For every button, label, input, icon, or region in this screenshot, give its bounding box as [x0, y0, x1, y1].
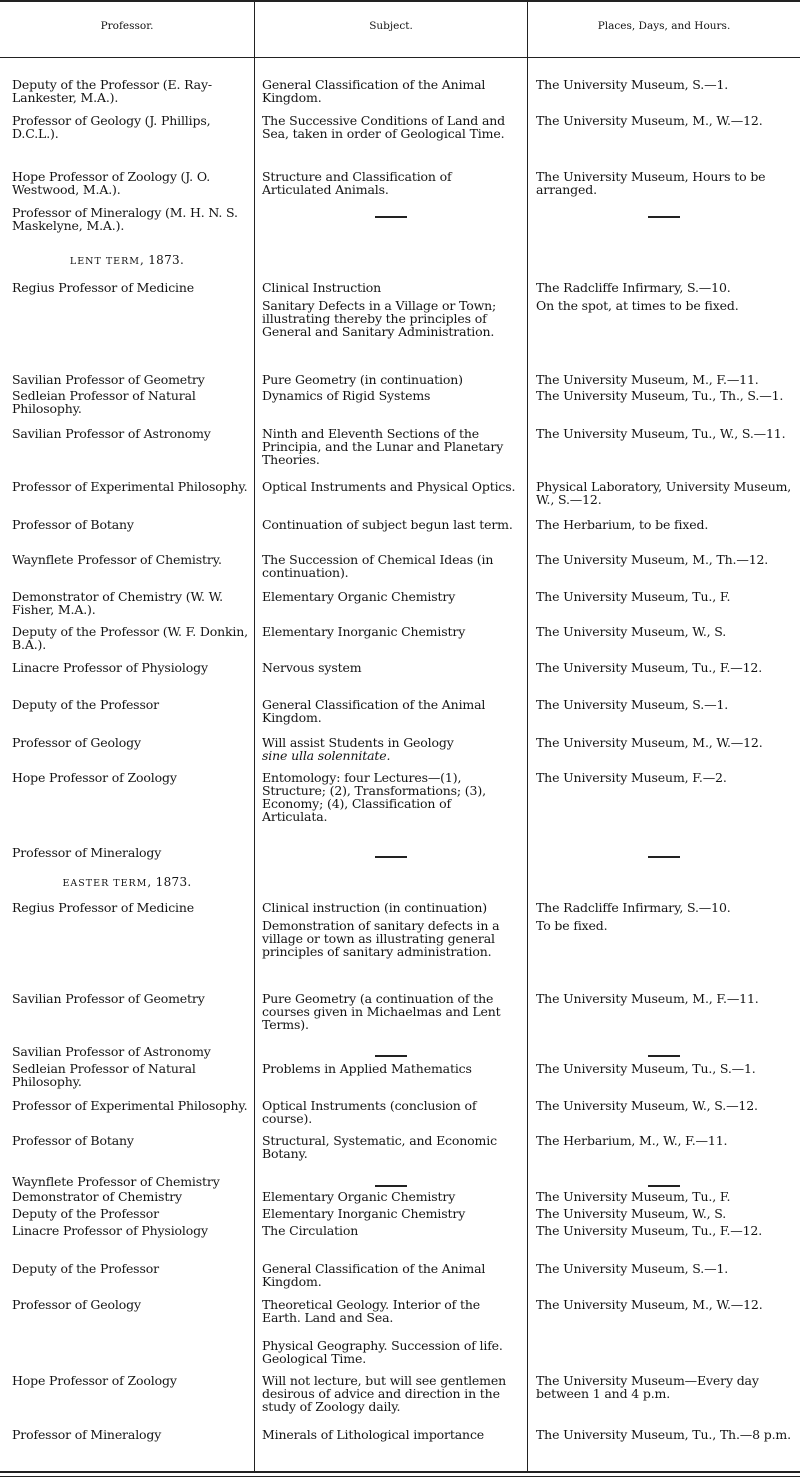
subject-cell — [262, 1190, 520, 1203]
subject-text: Problems in Applied Mathematics — [262, 1061, 472, 1076]
places-cell — [536, 1262, 792, 1275]
places-blank-dash — [648, 216, 680, 218]
subject-text: Will not lecture, but will see gentlemen desirous of advice and direction in the study of Zoology daily. — [262, 1373, 507, 1414]
places-text: The University Museum, Tu., W., S.—11. — [536, 426, 786, 441]
subject-text: The Circulation — [262, 1223, 359, 1238]
professor-cell — [12, 698, 252, 711]
subject-blank-dash — [375, 856, 407, 858]
professor-cell — [12, 771, 252, 784]
places-text: The University Museum, Tu., F.—12. — [536, 660, 763, 675]
professor-text: Savilian Professor of Geometry — [12, 372, 205, 387]
subject-cell — [262, 1428, 520, 1441]
subject-cell — [262, 389, 520, 402]
professor-text: Savilian Professor of Geometry — [12, 991, 205, 1006]
professor-text: Sedleian Professor of Natural Philosophy. — [12, 388, 196, 416]
professor-text: Professor of Mineralogy — [12, 845, 162, 860]
subject-cell — [262, 771, 520, 823]
subject-text: The Succession of Chemical Ideas (in continuation). — [262, 552, 494, 580]
places-text: The University Museum, Tu., F. — [536, 1189, 731, 1204]
professor-cell — [12, 114, 252, 140]
places-text: The University Museum, M., F.—11. — [536, 372, 759, 387]
professor-text: Deputy of the Professor — [12, 1206, 159, 1221]
professor-cell — [12, 625, 252, 651]
subject-text: The Successive Conditions of Land and Sea, taken in order of Geological Time. — [262, 113, 506, 141]
professor-cell — [12, 1134, 252, 1147]
places-cell — [536, 299, 792, 312]
places-cell — [536, 771, 792, 784]
professor-cell — [12, 1175, 252, 1188]
subject-cell — [262, 1374, 520, 1413]
professor-cell — [12, 518, 252, 531]
professor-cell — [12, 1190, 252, 1203]
places-text: The University Museum, S.—1. — [536, 1261, 729, 1276]
places-cell — [536, 1190, 792, 1203]
professor-text: Professor of Mineralogy — [12, 1427, 162, 1442]
subject-cell — [262, 170, 520, 196]
subject-cell — [262, 1062, 520, 1075]
places-text: The University Museum, W., S.—12. — [536, 1098, 758, 1113]
professor-text: Sedleian Professor of Natural Philosophy. — [12, 1061, 196, 1089]
subject-text: Elementary Inorganic Chemistry — [262, 624, 466, 639]
subject-cell — [262, 1298, 520, 1324]
bottom-rule-2 — [0, 1476, 800, 1477]
subject-cell — [262, 78, 520, 104]
subject-text: Pure Geometry (a continuation of the courses given in Michaelmas and Lent Terms). — [262, 991, 501, 1032]
professor-cell — [12, 1207, 252, 1220]
professor-cell — [12, 389, 252, 415]
places-text: The Herbarium, M., W., F.—11. — [536, 1133, 728, 1148]
professor-text: Professor of Botany — [12, 517, 134, 532]
places-text: The University Museum, Tu., F.—12. — [536, 1223, 763, 1238]
subject-cell — [262, 1224, 520, 1237]
places-cell — [536, 1374, 792, 1400]
places-cell — [536, 114, 792, 127]
professor-text: Regius Professor of Medicine — [12, 900, 195, 915]
subject-text: Pure Geometry (in continuation) — [262, 372, 463, 387]
professor-cell — [12, 1224, 252, 1237]
subject-text: Structural, Systematic, and Economic Botany. — [262, 1133, 497, 1161]
places-text: To be fixed. — [536, 918, 608, 933]
places-text: The University Museum, Tu., Th.—8 p.m. — [536, 1427, 791, 1442]
professor-cell — [12, 1045, 252, 1058]
subject-text: Structure and Classification of Articulated Animals. — [262, 169, 452, 197]
professor-cell — [12, 427, 252, 440]
subject-text: General Classification of the Animal Kingdom. — [262, 77, 486, 105]
subject-text: Elementary Organic Chemistry — [262, 1189, 456, 1204]
subject-cell — [262, 480, 520, 493]
header-professor: Professor. — [100, 20, 154, 32]
subject-cell — [262, 114, 520, 140]
subject-cell — [262, 518, 520, 531]
subject-cell — [262, 901, 520, 914]
professor-cell — [12, 1262, 252, 1275]
subject-cell — [262, 661, 520, 674]
places-text: On the spot, at times to be fixed. — [536, 298, 739, 313]
professor-text: Professor of Geology — [12, 1297, 141, 1312]
subject-cell — [262, 590, 520, 603]
subject-text: Clinical Instruction — [262, 280, 382, 295]
term-year: , 1873. — [147, 875, 192, 889]
professor-cell — [12, 1298, 252, 1311]
places-cell — [536, 919, 792, 932]
places-cell — [536, 1298, 792, 1311]
professor-cell — [12, 170, 252, 196]
bottom-rule — [0, 1471, 800, 1473]
subject-text: Will assist Students in Geology — [262, 735, 454, 750]
places-text: The University Museum, W., S. — [536, 1206, 727, 1221]
places-text: The University Museum, Hours to be arranged. — [536, 169, 766, 197]
places-text: The Herbarium, to be fixed. — [536, 517, 709, 532]
places-text: The University Museum, S.—1. — [536, 77, 729, 92]
subject-blank-dash — [375, 1185, 407, 1187]
subject-cell — [262, 1262, 520, 1288]
professor-text: Professor of Experimental Philosophy. — [12, 1098, 248, 1113]
subject-text: Demonstration of sanitary defects in a village or town as illustrating general principles of sanitary administration. — [262, 918, 500, 959]
professor-cell — [12, 846, 252, 859]
professor-cell — [12, 1062, 252, 1088]
subject-text: Ninth and Eleventh Sections of the Principia, and the Lunar and Planetary Theories. — [262, 426, 504, 467]
professor-text: Savilian Professor of Astronomy — [12, 426, 211, 441]
places-blank-dash — [648, 856, 680, 858]
subject-text: Dynamics of Rigid Systems — [262, 388, 431, 403]
places-text: The University Museum, M., Th.—12. — [536, 552, 769, 567]
places-cell — [536, 661, 792, 674]
subject-cell — [262, 698, 520, 724]
professor-text: Regius Professor of Medicine — [12, 280, 195, 295]
professor-cell — [12, 553, 252, 566]
subject-text: Optical Instruments (conclusion of course). — [262, 1098, 477, 1126]
subject-cell — [262, 299, 520, 338]
places-cell — [536, 698, 792, 711]
places-text: Physical Laboratory, University Museum, W., S.—12. — [536, 479, 792, 507]
places-text: The University Museum, S.—1. — [536, 697, 729, 712]
places-text: The University Museum—Every day between 1 and 4 p.m. — [536, 1373, 759, 1401]
professor-cell — [12, 736, 252, 749]
places-cell — [536, 1428, 792, 1441]
professor-text: Professor of Geology (J. Phillips, D.C.L.). — [12, 113, 211, 141]
professor-cell — [12, 590, 252, 616]
subject-text: Entomology: four Lectures—(1), Structure; (2), Transformations; (3), Economy; (4), Classification of Articulata. — [262, 770, 486, 824]
subject-cell — [262, 992, 520, 1031]
professor-text: Hope Professor of Zoology — [12, 1373, 177, 1388]
professor-cell — [12, 78, 252, 104]
header-subject: Subject. — [369, 20, 413, 32]
professor-cell — [12, 992, 252, 1005]
places-cell — [536, 78, 792, 91]
subject-cell — [262, 625, 520, 638]
subject-text: Optical Instruments and Physical Optics. — [262, 479, 516, 494]
subject-italic-text: sine ulla solennitate. — [262, 748, 391, 763]
professor-text: Deputy of the Professor — [12, 697, 159, 712]
professor-cell — [12, 901, 252, 914]
places-text: The University Museum, F.—2. — [536, 770, 727, 785]
subject-cell — [262, 736, 520, 762]
professor-text: Professor of Botany — [12, 1133, 134, 1148]
places-cell — [536, 1207, 792, 1220]
places-cell — [536, 518, 792, 531]
header-places: Places, Days, and Hours. — [597, 20, 731, 32]
professor-cell — [12, 281, 252, 294]
professor-text: Demonstrator of Chemistry (W. W. Fisher, M.A.). — [12, 589, 223, 617]
subject-text: Elementary Inorganic Chemistry — [262, 1206, 466, 1221]
term-heading — [0, 876, 254, 890]
subject-blank-dash — [375, 216, 407, 218]
professor-text: Professor of Geology — [12, 735, 141, 750]
term-year: , 1873. — [139, 253, 185, 267]
subject-text: Elementary Organic Chemistry — [262, 589, 456, 604]
term-name: LENT TERM — [69, 256, 140, 267]
places-cell — [536, 553, 792, 566]
professor-text: Linacre Professor of Physiology — [12, 660, 208, 675]
subject-cell — [262, 1134, 520, 1160]
places-cell — [536, 281, 792, 294]
subject-text: Physical Geography. Succession of life. Geological Time. — [262, 1338, 503, 1366]
subject-cell — [262, 919, 520, 958]
places-cell — [536, 590, 792, 603]
subject-text: Continuation of subject begun last term. — [262, 517, 513, 532]
places-text: The University Museum, W., S. — [536, 624, 727, 639]
places-cell — [536, 625, 792, 638]
places-cell — [536, 1224, 792, 1237]
places-cell — [536, 1134, 792, 1147]
subject-cell — [262, 1099, 520, 1125]
places-cell — [536, 427, 792, 440]
places-cell — [536, 992, 792, 1005]
places-cell — [536, 170, 792, 196]
professor-text: Deputy of the Professor (W. F. Donkin, B.A.). — [12, 624, 248, 652]
subject-cell — [262, 1207, 520, 1220]
subject-text: Theoretical Geology. Interior of the Earth. Land and Sea. — [262, 1297, 480, 1325]
places-text: The University Museum, Tu., S.—1. — [536, 1061, 756, 1076]
professor-cell — [12, 661, 252, 674]
places-text: The University Museum, Tu., Th., S.—1. — [536, 388, 784, 403]
places-cell — [536, 736, 792, 749]
professor-cell — [12, 1428, 252, 1441]
places-text: The University Museum, M., F.—11. — [536, 991, 759, 1006]
header-rule — [0, 57, 800, 58]
subject-text: Minerals of Lithological importance — [262, 1427, 485, 1442]
professor-text: Savilian Professor of Astronomy — [12, 1044, 211, 1059]
professor-text: Deputy of the Professor (E. Ray-Lankester, M.A.). — [12, 77, 212, 105]
column-divider-2 — [527, 0, 528, 1472]
places-text: The University Museum, M., W.—12. — [536, 1297, 763, 1312]
places-cell — [536, 480, 792, 506]
professor-cell — [12, 480, 252, 493]
professor-text: Deputy of the Professor — [12, 1261, 159, 1276]
term-heading — [0, 254, 254, 268]
subject-text: Nervous system — [262, 660, 362, 675]
subject-cell — [262, 553, 520, 579]
professor-text: Demonstrator of Chemistry — [12, 1189, 182, 1204]
places-cell — [536, 901, 792, 914]
places-text: The University Museum, Tu., F. — [536, 589, 731, 604]
places-cell — [536, 1099, 792, 1112]
places-blank-dash — [648, 1055, 680, 1057]
places-text: The University Museum, M., W.—12. — [536, 113, 763, 128]
places-text: The Radcliffe Infirmary, S.—10. — [536, 280, 731, 295]
subject-text: Clinical instruction (in continuation) — [262, 900, 487, 915]
places-cell — [536, 373, 792, 386]
subject-text: Sanitary Defects in a Village or Town; illustrating thereby the principles of General and Sanitary Administration. — [262, 298, 497, 339]
professor-text: Hope Professor of Zoology (J. O. Westwood, M.A.). — [12, 169, 211, 197]
subject-text: General Classification of the Animal Kingdom. — [262, 1261, 486, 1289]
professor-text: Linacre Professor of Physiology — [12, 1223, 208, 1238]
places-blank-dash — [648, 1185, 680, 1187]
subject-blank-dash — [375, 1055, 407, 1057]
professor-cell — [12, 373, 252, 386]
subject-text: General Classification of the Animal Kingdom. — [262, 697, 486, 725]
professor-text: Hope Professor of Zoology — [12, 770, 177, 785]
column-divider-1 — [254, 0, 255, 1472]
professor-cell — [12, 1099, 252, 1112]
subject-cell — [262, 373, 520, 386]
top-rule — [0, 0, 800, 2]
professor-cell — [12, 206, 252, 232]
places-cell — [536, 389, 792, 402]
subject-cell — [262, 427, 520, 466]
subject-cell — [262, 1339, 520, 1365]
professor-text: Waynflete Professor of Chemistry. — [12, 552, 222, 567]
professor-text: Professor of Experimental Philosophy. — [12, 479, 248, 494]
places-cell — [536, 1062, 792, 1075]
places-text: The Radcliffe Infirmary, S.—10. — [536, 900, 731, 915]
places-text: The University Museum, M., W.—12. — [536, 735, 763, 750]
professor-text: Professor of Mineralogy (M. H. N. S. Maskelyne, M.A.). — [12, 205, 238, 233]
professor-text: Waynflete Professor of Chemistry — [12, 1174, 220, 1189]
professor-cell — [12, 1374, 252, 1387]
subject-cell — [262, 281, 520, 294]
term-name: EASTER TERM — [62, 878, 148, 889]
